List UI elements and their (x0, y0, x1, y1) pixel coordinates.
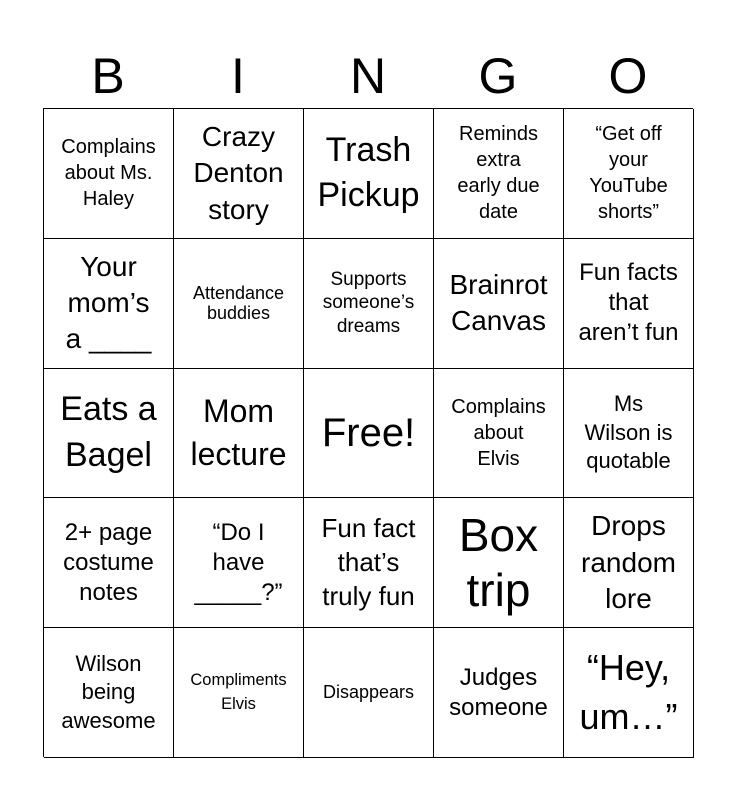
bingo-cell[interactable]: Complains about Elvis (434, 369, 564, 499)
header-letter-g: G (478, 48, 518, 104)
bingo-cell[interactable]: Fun facts that aren’t fun (564, 239, 694, 369)
bingo-cell[interactable]: Judges someone (434, 628, 564, 758)
free-space[interactable]: Free! (304, 369, 434, 499)
bingo-cell[interactable]: Disappears (304, 628, 434, 758)
bingo-cell[interactable]: Supports someone’s dreams (304, 239, 434, 369)
bingo-cell[interactable]: 2+ page costume notes (44, 498, 174, 628)
bingo-cell[interactable]: Attendance buddies (174, 239, 304, 369)
bingo-cell[interactable]: Drops random lore (564, 498, 694, 628)
bingo-cell[interactable]: Wilson being awesome (44, 628, 174, 758)
bingo-cell[interactable]: Your mom’s a ____ (44, 239, 174, 369)
bingo-cell[interactable]: “Get off your YouTube shorts” (564, 109, 694, 239)
header-letter-b: B (91, 48, 125, 104)
bingo-cell[interactable]: Crazy Denton story (174, 109, 304, 239)
bingo-cell[interactable]: Eats a Bagel (44, 369, 174, 499)
bingo-board (43, 108, 693, 757)
bingo-cell[interactable]: Reminds extra early due date (434, 109, 564, 239)
bingo-cell[interactable]: “Do I have _____?” (174, 498, 304, 628)
bingo-cell[interactable]: Trash Pickup (304, 109, 434, 239)
bingo-cell[interactable]: Fun fact that’s truly fun (304, 498, 434, 628)
header-letter-n: N (349, 48, 387, 104)
bingo-cell[interactable]: Complains about Ms. Haley (44, 109, 174, 239)
bingo-cell[interactable]: Box trip (434, 498, 564, 628)
bingo-cell[interactable]: Mom lecture (174, 369, 304, 499)
bingo-cell[interactable]: Brainrot Canvas (434, 239, 564, 369)
bingo-cell[interactable]: Compliments Elvis (174, 628, 304, 758)
bingo-cell[interactable]: “Hey, um…” (564, 628, 694, 758)
bingo-header (43, 44, 693, 108)
bingo-cell[interactable]: Ms Wilson is quotable (564, 369, 694, 499)
header-letter-i: I (231, 48, 245, 104)
header-letter-o: O (608, 48, 648, 104)
